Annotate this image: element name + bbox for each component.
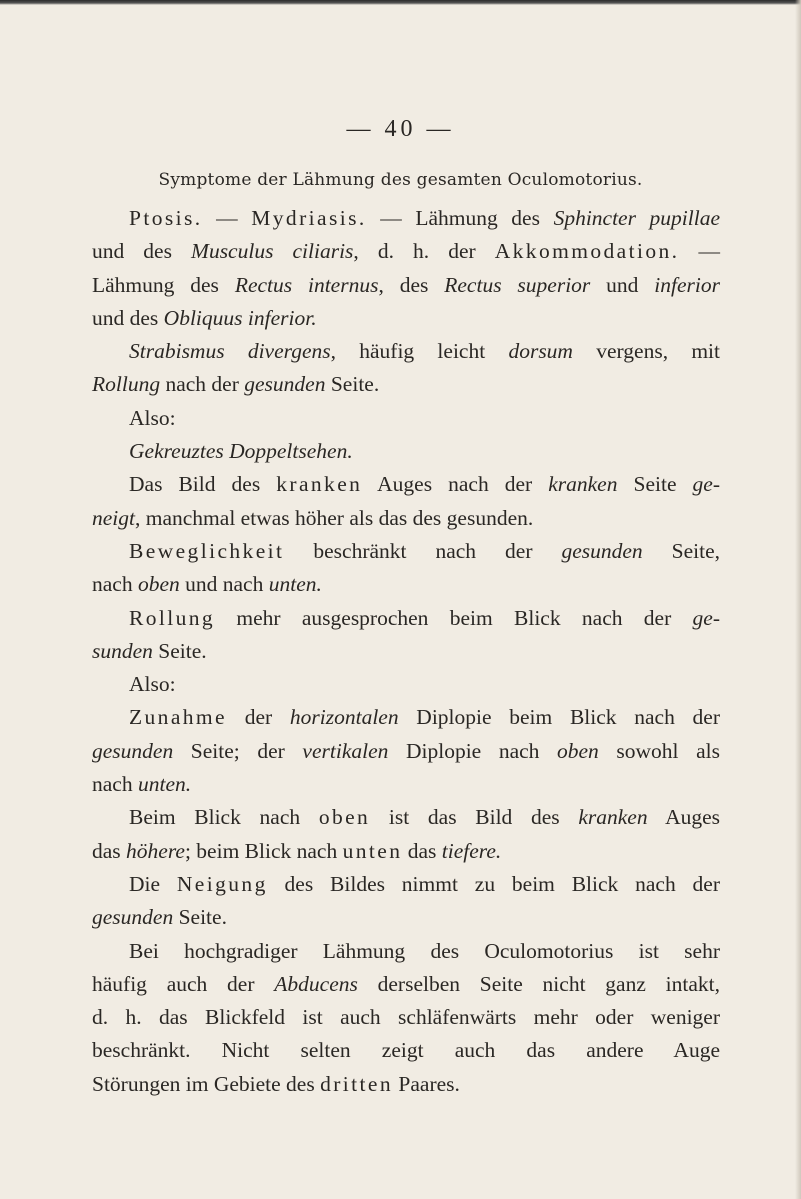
text-line: d. h. das Blickfeld ist auch schläfenwärts mehr oder weniger: [92, 1005, 720, 1030]
text-line: Strabismus divergens, häufig leicht dorsum vergens, mit: [129, 339, 720, 364]
text-line: und des Musculus ciliaris, d. h. der Akkommodation. —: [92, 239, 720, 264]
text-line: nach unten.: [92, 772, 192, 797]
text-line: Störungen im Gebiete des dritten Paares.: [92, 1071, 460, 1096]
text-line: Rollung nach der gesunden Seite.: [92, 372, 380, 397]
text-line: sunden Seite.: [92, 638, 207, 663]
text-line: Zunahme der horizontalen Diplopie beim Blick nach der: [129, 705, 721, 730]
text-line: Das Bild des kranken Auges nach der kranken Seite ge-: [129, 472, 720, 497]
page-top-edge: [0, 0, 801, 5]
text-line: Bei hochgradiger Lähmung des Oculomotorius ist sehr: [129, 938, 720, 963]
text-line: häufig auch der Abducens derselben Seite nicht ganz intakt,: [92, 971, 721, 996]
text-line: gesunden Seite.: [92, 905, 227, 930]
text-line: nach oben und nach unten.: [92, 572, 322, 597]
page-number: — 40 —: [346, 116, 455, 142]
body-text: [92, 202, 720, 1101]
text-line: das höhere; beim Blick nach unten das tiefere.: [92, 838, 502, 863]
text-line: Also:: [129, 672, 176, 697]
text-line: Rollung mehr ausgesprochen beim Blick nach der ge-: [129, 605, 720, 630]
section-heading: Symptome der Lähmung des gesamten Oculomotorius.: [158, 170, 643, 190]
text-line: und des Obliquus inferior.: [92, 305, 317, 330]
text-line: Gekreuztes Doppeltsehen.: [129, 439, 353, 464]
text-line: Beweglichkeit beschränkt nach der gesunden Seite,: [129, 538, 720, 563]
text-line: neigt, manchmal etwas höher als das des gesunden.: [92, 505, 534, 530]
text-line: Beim Blick nach oben ist das Bild des kranken Auges: [129, 805, 721, 830]
text-line: Also:: [129, 405, 176, 430]
text-line: beschränkt. Nicht selten zeigt auch das andere Auge: [92, 1038, 720, 1063]
text-line: Die Neigung des Bildes nimmt zu beim Blick nach der: [129, 871, 720, 896]
text-line: Lähmung des Rectus internus, des Rectus superior und inferior: [92, 272, 720, 297]
text-line: Ptosis. — Mydriasis. — Lähmung des Sphincter pupillae: [129, 206, 721, 230]
text-line: gesunden Seite; der vertikalen Diplopie nach oben sowohl als: [92, 738, 721, 763]
